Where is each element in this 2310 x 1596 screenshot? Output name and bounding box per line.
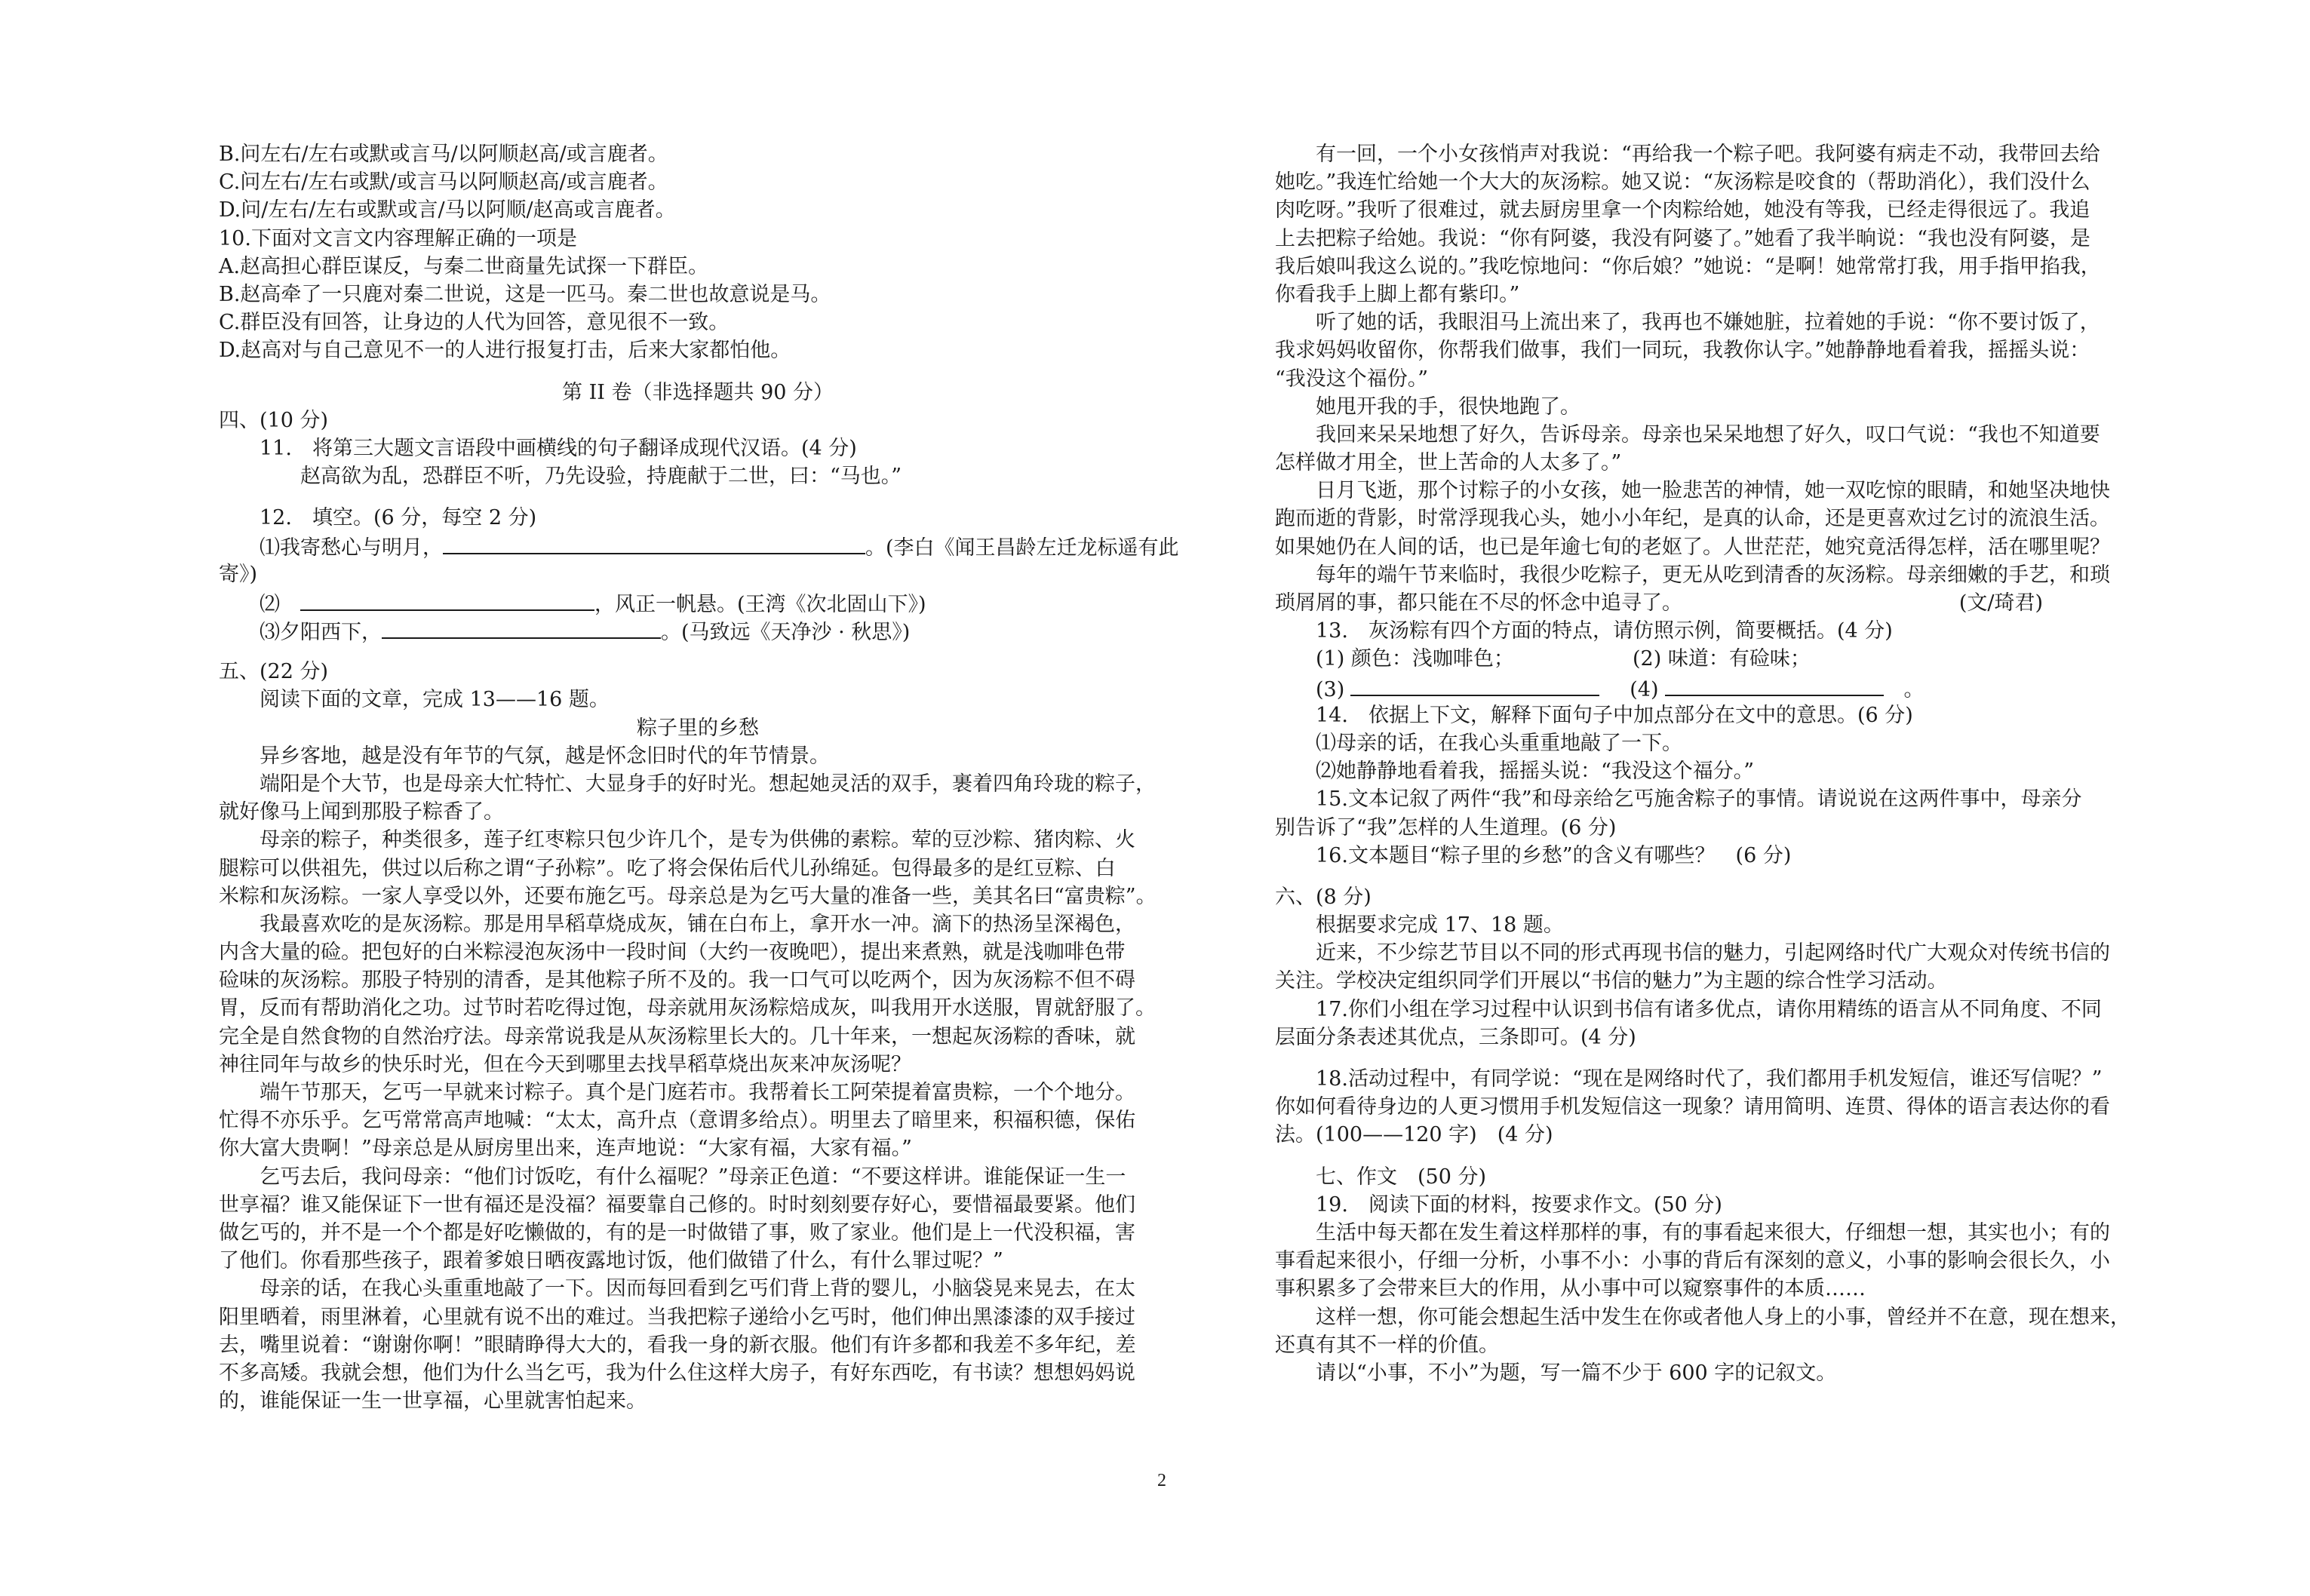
q13-item-4-blank[interactable] xyxy=(1665,674,1884,696)
essay-line: 硷味的灰汤粽。那股子特别的清香，是其他粽子所不及的。我一口气可以吃两个，因为灰汤粽不但不碍 xyxy=(219,968,1135,993)
q10-option: D.赵高对与自己意见不一的人进行报复打击，后来大家都怕他。 xyxy=(219,339,791,363)
essay-line: 完全是自然食物的自然治疗法。母亲常说我是从灰汤粽里长大的。几十年来，一想起灰汤粽的香味，就 xyxy=(219,1024,1135,1048)
story-line: 我求妈妈收留你，你帮我们做事，我们一同玩，我教你认字。”她静静地看着我，摇摇头说： xyxy=(1275,339,2090,363)
section-7-heading: 七、作文 (50 分) xyxy=(1316,1165,1487,1189)
q13-row-2 xyxy=(1275,674,2164,701)
story-line: 怎样做才用全，世上苦命的人太多了。” xyxy=(1275,451,1622,475)
section-6-intro-1: 近来，不少综艺节目以不同的形式再现书信的魅力，引起网络时代广大观众对传统书信的 xyxy=(1316,941,2110,965)
q19-material-line: 这样一想，你可能会想起生活中发生在你或者他人身上的小事，曾经并不在意，现在想来， xyxy=(1316,1305,2130,1329)
essay-title: 粽子里的乡愁 xyxy=(637,716,759,740)
q11-sentence: 赵高欲为乱，恐群臣不听，乃先设验，持鹿献于二世，曰：“马也。” xyxy=(300,465,902,489)
q12-item-1-cont: 寄》) xyxy=(219,562,258,586)
story-line: 跑而逝的背影，时常浮现我心头，她小小年纪，是真的认命，还是更喜欢过乞讨的流浪生活。 xyxy=(1275,507,2110,531)
q19-material-line: 生活中每天都在发生着这样那样的事，有的事看起来很大，仔细想一想，其实也小；有的 xyxy=(1316,1220,2110,1245)
essay-line: 内含大量的硷。把包好的白米粽浸泡灰汤中一段时间（大约一夜晚吧），提出来煮熟，就是浅咖啡色带 xyxy=(219,941,1126,965)
section-4-heading: 四、(10 分) xyxy=(219,408,329,432)
q9-option: D.问/左右/左右或默或言/马以阿顺/赵高或言鹿者。 xyxy=(219,198,676,223)
q12-stem: 12. 填空。(6 分，每空 2 分) xyxy=(260,506,537,530)
q18-line-2: 你如何看待身边的人更习惯用手机发短信这一现象？请用简明、连贯、得体的语言表达你的看 xyxy=(1275,1095,2110,1119)
q12-2-text: ⑵ xyxy=(260,592,280,616)
q13-item-2: (2) 味道：有硷味； xyxy=(1633,647,1811,671)
q12-3-text: ⑶夕阳西下， xyxy=(260,621,382,644)
q15-line-2: 别告诉了“我”怎样的人生道理。(6 分) xyxy=(1275,815,1617,839)
left-column xyxy=(219,140,1177,1415)
q17-line-2: 层面分条表述其优点，三条即可。(4 分) xyxy=(1275,1025,1636,1049)
q19-material xyxy=(1275,1219,2164,1387)
q12-2-source: ，风正一帆悬。(王湾《次北固山下》) xyxy=(594,592,926,616)
story-line: 肉吃呀。”我听了很难过，就去厨房里拿一个肉粽给她，她没有等我，已经走得很远了。我追 xyxy=(1275,198,2090,223)
q12-1-text: ⑴我寄愁心与明月， xyxy=(260,536,443,560)
q13-row-2-end: 。 xyxy=(1903,677,1924,701)
essay-line: 你大富大贵啊！”母亲总是从厨房里出来，连声地说：“大家有福，大家有福。” xyxy=(219,1137,912,1161)
story-line: 日月飞逝，那个讨粽子的小女孩，她一脸悲苦的神情，她一双吃惊的眼睛，和她坚决地快 xyxy=(1316,479,2110,503)
essay-line: 我最喜欢吃的是灰汤粽。那是用旱稻草烧成灰，铺在白布上，拿开水一冲。滴下的热汤呈深褐色， xyxy=(260,912,1135,936)
essay-line: 做乞丐的，并不是一个个都是好吃懒做的，有的是一时做错了事，败了家业。他们是上一代没积福，害 xyxy=(219,1220,1135,1245)
q9-options xyxy=(219,140,1177,225)
essay-line: 世享福？谁又能保证下一世有福还是没福？福要靠自己修的。时时刻刻要存好心，要惜福最要紧。他们 xyxy=(219,1192,1135,1217)
essay-line: 忙得不亦乐乎。乞丐常常高声地喊：“太太，高升点（意谓多给点）。明里去了暗里来，积福积德，保佑 xyxy=(219,1109,1136,1133)
section-5-heading: 五、(22 分) xyxy=(219,660,329,684)
essay-line: 腿粽可以供祖先，供过以后称之谓“子孙粽”。吃了将会保佑后代儿孙绵延。包得最多的是红豆粽、白 xyxy=(219,856,1116,880)
story-line: “我没这个福份。” xyxy=(1275,367,1429,391)
section-6-heading: 六、(8 分) xyxy=(1275,885,1372,909)
q19-stem: 19. 阅读下面的材料，按要求作文。(50 分) xyxy=(1316,1192,1722,1217)
q18-line-3: 法。(100——120 字) (4 分) xyxy=(1275,1123,1553,1147)
q13-item-4-label: (4) xyxy=(1630,677,1659,701)
q10-option: B.赵高牵了一只鹿对秦二世说，这是一匹马。秦二世也故意说是马。 xyxy=(219,282,831,306)
q13-item-1: (1) 颜色：浅咖啡色； xyxy=(1316,647,1514,671)
section-6-instruction: 根据要求完成 17、18 题。 xyxy=(1316,913,1564,938)
essay-line: 端午节那天，乞丐一早就来讨粽子。真个是门庭若市。我帮着长工阿荣提着富贵粽，一个个地分。 xyxy=(260,1081,1135,1104)
q10-option: A.赵高担心群臣谋反，与秦二世商量先试探一下群臣。 xyxy=(219,254,709,278)
q19-material-line: 事积累多了会带来巨大的作用，从小事中可以窥察事件的本质…… xyxy=(1275,1277,1866,1301)
essay-line: 就好像马上闻到那股子粽香了。 xyxy=(219,800,504,824)
q12-1-source: 。(李白《闻王昌龄左迁龙标遥有此 xyxy=(865,536,1179,560)
page-number: 2 xyxy=(1157,1471,1166,1490)
story-last-text: 琐屑屑的事，都只能在不尽的怀念中追寻了。 xyxy=(1275,591,1682,615)
essay-line: 阳里晒着，雨里淋着，心里就有说不出的难过。当我把粽子递给小乞丐时，他们伸出黑漆漆的双手接过 xyxy=(219,1305,1135,1329)
story-line: 如果她仍在人间的话，也已是年逾七旬的老妪了。人世茫茫，她究竟活得怎样，活在哪里呢？ xyxy=(1275,535,2110,559)
essay-line: 端阳是个大节，也是母亲大忙特忙、大显身手的好时光。想起她灵活的双手，裹着四角玲珑的粽子， xyxy=(260,772,1156,796)
q9-option: B.问左右/左右或默或言马/以阿顺赵高/或言鹿者。 xyxy=(219,143,668,166)
q10-options xyxy=(219,253,1177,365)
q15-line-1: 15.文本记叙了两件“我”和母亲给乞丐施舍粽子的事情。请说说在这两件事中，母亲分 xyxy=(1316,787,2082,812)
right-column xyxy=(1275,140,2164,1387)
story-line: 有一回，一个小女孩悄声对我说：“再给我一个粽子吧。我阿婆有病走不动，我带回去给 xyxy=(1316,143,2100,166)
q14-stem: 14. 依据上下文，解释下面句子中加点部分在文中的意思。(6 分) xyxy=(1316,703,1913,727)
q9-option: C.问左右/左右或默/或言马以阿顺赵高/或言鹿者。 xyxy=(219,170,668,195)
q19-material-line: 请以“小事，不小”为题，写一篇不少于 600 字的记叙文。 xyxy=(1316,1361,1837,1385)
q17-line-1: 17.你们小组在学习过程中认识到书信有诸多优点，请你用精练的语言从不同角度、不同 xyxy=(1316,997,2102,1021)
q19-material-line: 还真有其不一样的价值。 xyxy=(1275,1333,1499,1357)
q12-item-2 xyxy=(219,588,1177,616)
essay-line: 的，谁能保证一生一世享福，心里就害怕起来。 xyxy=(219,1389,647,1413)
q14-item-2: ⑵她静静地看着我，摇摇头说：“我没这个福分。” xyxy=(1316,760,1755,784)
essay-line: 异乡客地，越是没有年节的气氛，越是怀念旧时代的年节情景。 xyxy=(260,744,830,768)
story-line: 我后娘叫我这么说的。”我吃惊地问：“你后娘？”她说：“是啊！她常常打我，用手指甲掐我， xyxy=(1275,254,2101,278)
q10-stem: 10.下面对文言文内容理解正确的一项是 xyxy=(219,226,577,250)
q11-stem: 11. 将第三大题文言语段中画横线的句子翻译成现代汉语。(4 分) xyxy=(260,436,857,460)
story-line: 她甩开我的手，很快地跑了。 xyxy=(1316,394,1580,419)
q19-material-line: 事看起来很小，仔细一分析，小事不小：小事的背后有深刻的意义，小事的影响会很长久，小 xyxy=(1275,1249,2110,1273)
q10-option: C.群臣没有回答，让身边的人代为回答，意见很不一致。 xyxy=(219,311,730,335)
essay-line: 去，嘴里说着：“谢谢你啊！”眼睛睁得大大的，看我一身的新衣服。他们有许多都和我差不多年纪，差 xyxy=(219,1333,1136,1357)
story-line: 我回来呆呆地想了好久，告诉母亲。母亲也呆呆地想了好久，叹口气说：“我也不知道要 xyxy=(1316,422,2100,447)
story-author: (文/琦君) xyxy=(1958,591,2043,615)
q13-row-1 xyxy=(1275,645,2164,673)
story-line: 上去把粽子给她。我说：“你有阿婆，我没有阿婆了。”她看了我半晌说：“我也没有阿婆，是 xyxy=(1275,226,2090,250)
essay-line: 神往同年与故乡的快乐时光，但在今天到哪里去找旱稻草烧出灰来冲灰汤呢？ xyxy=(219,1052,911,1076)
essay-line: 了他们。你看那些孩子，跟着爹娘日晒夜露地讨饭，他们做错了什么，有什么罪过呢？” xyxy=(219,1249,1003,1273)
essay-line: 母亲的话，在我心头重重地敲了一下。因而每回看到乞丐们背上背的婴儿，小脑袋晃来晃去，在太 xyxy=(260,1277,1135,1301)
story-last-line xyxy=(1275,589,2164,617)
story-line: 听了她的话，我眼泪马上流出来了，我再也不嫌她脏，拉着她的手说：“你不要讨饭了， xyxy=(1316,311,2100,335)
story-line: 你看我手上脚上都有紫印。” xyxy=(1275,282,1520,306)
q13-item-3-blank[interactable] xyxy=(1350,674,1599,696)
q12-2-blank[interactable] xyxy=(300,588,594,611)
q13-stem: 13. 灰汤粽有四个方面的特点，请仿照示例，简要概括。(4 分) xyxy=(1316,619,1893,643)
q12-3-source: 。(马致远《天净沙 · 秋思》) xyxy=(661,621,911,644)
essay-line: 米粽和灰汤粽。一家人享受以外，还要布施乞丐。母亲总是为乞丐大量的准备一些，美其名曰“富贵粽”。 xyxy=(219,884,1157,908)
section-6-intro-2: 关注。学校决定组织同学们开展以“书信的魅力”为主题的综合性学习活动。 xyxy=(1275,969,1948,993)
q12-item-3 xyxy=(219,616,1177,644)
q12-1-blank[interactable] xyxy=(443,532,865,554)
q12-item-1 xyxy=(219,532,1177,560)
q12-3-blank[interactable] xyxy=(382,616,661,639)
q13-item-3-label: (3) xyxy=(1316,677,1345,701)
essay-line: 乞丐去后，我问母亲：“他们讨饭吃，有什么福呢？”母亲正色道：“不要这样讲。谁能保证一生一 xyxy=(260,1165,1126,1189)
story-body xyxy=(1275,140,2164,589)
essay-line: 不多高矮。我就会想，他们为什么当乞丐，我为什么住这样大房子，有好东西吃，有书读？想想妈妈说 xyxy=(219,1361,1135,1385)
part2-title: 第 II 卷（非选择题共 90 分） xyxy=(561,380,834,404)
q18-line-1: 18.活动过程中，有同学说：“现在是网络时代了，我们都用手机发短信，谁还写信呢？” xyxy=(1316,1067,2103,1091)
essay-body xyxy=(219,742,1177,1416)
q16: 16.文本题目“粽子里的乡愁”的含义有哪些？ (6 分) xyxy=(1316,843,1792,867)
q14-item-1: ⑴母亲的话，在我心头重重地敲了一下。 xyxy=(1316,731,1682,755)
section-5-instruction: 阅读下面的文章，完成 13——16 题。 xyxy=(260,688,610,712)
essay-line: 胃，反而有帮助消化之功。过节时若吃得过饱，母亲就用灰汤粽焙成灰，叫我用开水送服，胃就舒服了。 xyxy=(219,996,1156,1021)
story-line: 她吃。”我连忙给她一个大大的灰汤粽。她又说：“灰汤粽是咬食的（帮助消化），我们没什么 xyxy=(1275,170,2090,195)
essay-line: 母亲的粽子，种类很多，莲子红枣粽只包少许几个，是专为供佛的素粽。荤的豆沙粽、猪肉粽、火 xyxy=(260,828,1135,852)
story-line: 每年的端午节来临时，我很少吃粽子，更无从吃到清香的灰汤粽。母亲细嫩的手艺，和琐 xyxy=(1316,563,2110,587)
